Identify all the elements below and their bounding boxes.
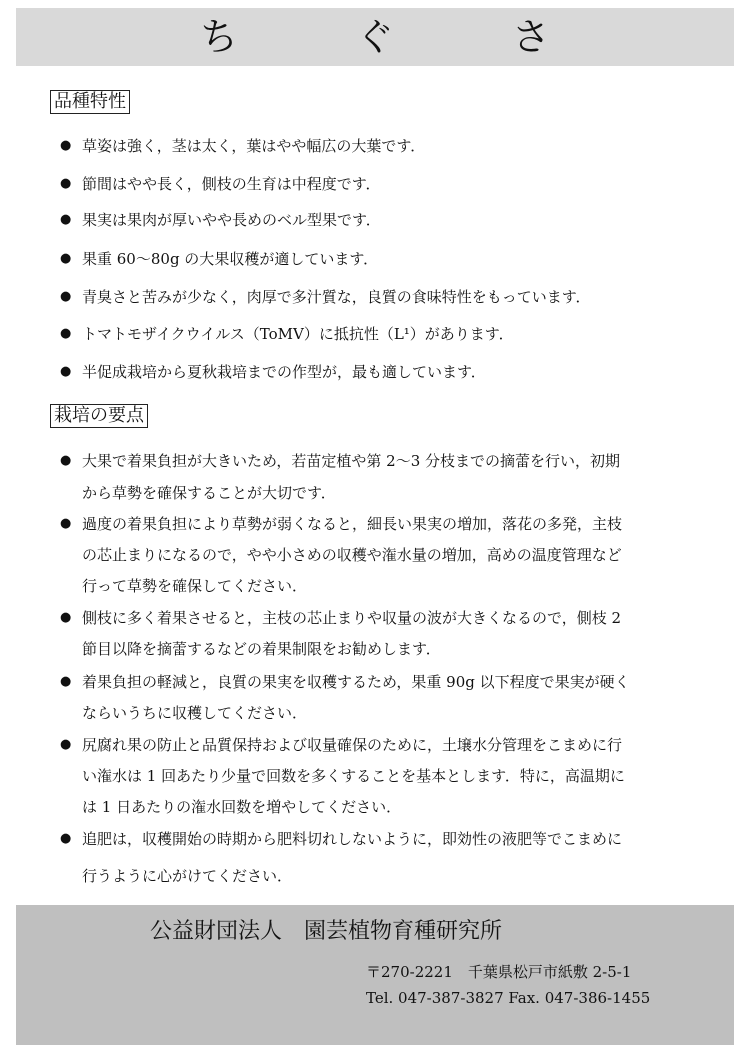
bullet-icon: ● <box>60 176 72 191</box>
characteristic-item-5: 青臭さと苦みが少なく，肉厚で多汁質な，良質の食味特性をもっています． <box>82 288 591 306</box>
page-title: ち ぐ さ <box>199 15 590 59</box>
bullet-icon: ● <box>60 516 72 531</box>
cultivation-item-5-line-3: は 1 日あたりの潅水回数を増やしてください． <box>82 798 402 816</box>
cultivation-item-1-line-2: から草勢を確保することが大切です． <box>82 484 336 502</box>
bullet-icon: ● <box>60 251 72 266</box>
organization-name: 公益財団法人 園芸植物育種研究所 <box>150 919 503 944</box>
bullet-icon: ● <box>60 326 72 341</box>
bullet-icon: ● <box>60 674 72 689</box>
characteristic-item-1: 草姿は強く，茎は太く，葉はやや幅広の大葉です． <box>82 137 426 155</box>
cultivation-item-5-line-1: 尻腐れ果の防止と品質保持および収量確保のために，土壌水分管理をこまめに行 <box>82 736 623 754</box>
bullet-icon: ● <box>60 289 72 304</box>
bullet-icon: ● <box>60 831 72 846</box>
characteristic-item-2: 節間はやや長く，側枝の生育は中程度です． <box>82 175 381 193</box>
characteristic-item-7: 半促成栽培から夏秋栽培までの作型が，最も適しています． <box>82 363 486 381</box>
cultivation-item-2-line-3: 行って草勢を確保してください． <box>82 577 308 595</box>
bullet-icon: ● <box>60 138 72 153</box>
cultivation-item-3-line-2: 節目以降を摘蕾するなどの着果制限をお勧めします． <box>82 640 441 658</box>
address: 〒270-2221 千葉県松戸市紙敷 2-5-1 <box>366 963 632 981</box>
bullet-icon: ● <box>60 610 72 625</box>
cultivation-item-6-line-2: 行うように心がけてください． <box>82 867 293 885</box>
cultivation-item-6-line-1: 追肥は，収穫開始の時期から肥料切れしないように，即効性の液肥等でこまめに <box>82 830 623 848</box>
bullet-icon: ● <box>60 212 72 227</box>
characteristic-item-4: 果重 60～80g の大果収穫が適しています． <box>82 250 379 268</box>
cultivation-item-2-line-2: の芯止まりになるので，やや小さめの収穫や潅水量の増加，高めの温度管理など <box>82 546 622 564</box>
bullet-icon: ● <box>60 453 72 468</box>
section-heading-cultivation: 栽培の要点 <box>50 404 148 428</box>
cultivation-item-1-line-1: 大果で着果負担が大きいため，若苗定植や第 2～3 分枝までの摘蕾を行い，初期 <box>82 452 621 470</box>
section-heading-characteristics: 品種特性 <box>50 90 130 114</box>
title-bar <box>16 8 734 66</box>
cultivation-item-4-line-2: ならいうちに収穫してください． <box>82 704 308 722</box>
cultivation-item-3-line-1: 側枝に多く着果させると，主枝の芯止まりや収量の波が大きくなるので，側枝 2 <box>82 609 622 627</box>
bullet-icon: ● <box>60 737 72 752</box>
bullet-icon: ● <box>60 364 72 379</box>
phone-fax: Tel. 047-387-3827 Fax. 047-386-1455 <box>366 989 651 1007</box>
cultivation-item-4-line-1: 着果負担の軽減と，良質の果実を収穫するため，果重 90g 以下程度で果実が硬く <box>82 673 630 691</box>
characteristic-item-3: 果実は果肉が厚いやや長めのベル型果です． <box>82 211 381 229</box>
cultivation-item-5-line-2: い潅水は 1 回あたり少量で回数を多くすることを基本とします．特に，高温期に <box>82 767 625 785</box>
cultivation-item-2-line-1: 過度の着果負担により草勢が弱くなると，細長い果実の増加，落花の多発，主枝 <box>82 515 623 533</box>
characteristic-item-6: トマトモザイクウイルス（ToMV）に抵抗性（L¹）があります． <box>82 325 514 343</box>
